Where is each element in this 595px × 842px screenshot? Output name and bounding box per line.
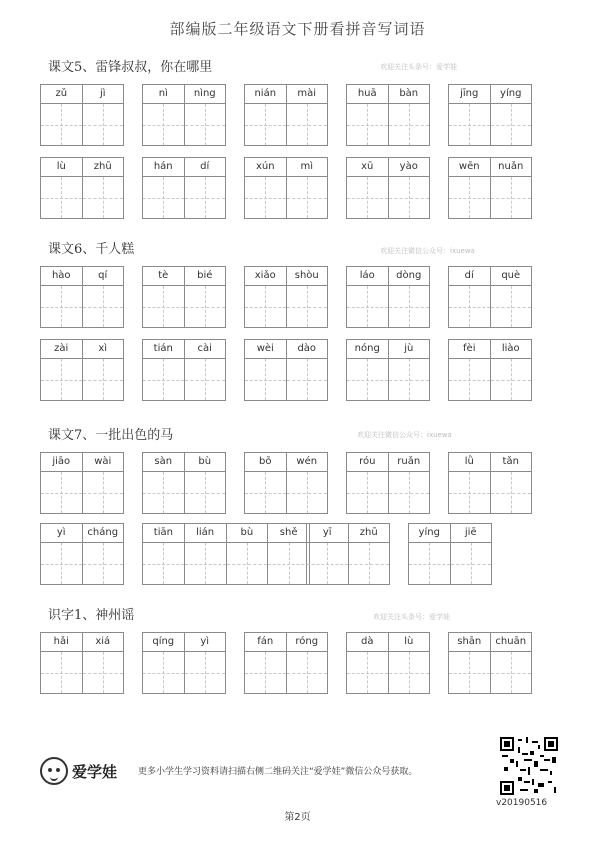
pinyin-row xyxy=(409,524,491,543)
section-title: 课文5、雷锋叔叔，你在哪里 xyxy=(48,60,213,75)
pinyin-row xyxy=(143,453,225,472)
word-box xyxy=(142,84,226,146)
word-box xyxy=(306,523,390,585)
pinyin-row xyxy=(245,340,327,359)
writing-grid xyxy=(449,652,531,693)
writing-grid xyxy=(245,177,327,218)
tianzige-cell[interactable] xyxy=(83,359,124,400)
tianzige-cell[interactable] xyxy=(347,177,389,218)
tianzige-cell[interactable] xyxy=(185,543,227,584)
tianzige-cell[interactable] xyxy=(245,177,287,218)
tianzige-cell[interactable] xyxy=(83,177,124,218)
tianzige-cell[interactable] xyxy=(185,359,226,400)
pinyin-label: bù xyxy=(227,524,269,542)
pinyin-label: tǎn xyxy=(502,456,519,467)
word-box xyxy=(142,452,226,514)
pinyin-label: zǔ xyxy=(41,85,83,103)
tianzige-cell[interactable] xyxy=(389,472,430,513)
tianzige-cell[interactable] xyxy=(409,543,451,584)
pinyin-row xyxy=(41,267,123,286)
tianzige-cell[interactable] xyxy=(41,359,83,400)
writing-grid xyxy=(245,104,327,145)
pinyin-label: cháng xyxy=(87,527,119,538)
pinyin-label: xiǎo xyxy=(245,267,287,285)
watermark-text: 欢迎关注头条号：爱学娃 xyxy=(380,63,457,71)
tianzige-cell[interactable] xyxy=(287,177,328,218)
footer-note: 更多小学生学习资料请扫描右侧二维码关注“爱学娃”微信公众号获取。 xyxy=(138,767,418,777)
pinyin-row xyxy=(41,85,123,104)
tianzige-cell[interactable] xyxy=(268,543,309,584)
pinyin-row xyxy=(245,85,327,104)
pinyin-label: wén xyxy=(296,456,318,467)
word-box xyxy=(408,523,492,585)
word-box xyxy=(448,266,532,328)
tianzige-cell[interactable] xyxy=(143,104,185,145)
tianzige-cell[interactable] xyxy=(143,286,185,327)
tianzige-cell[interactable] xyxy=(41,286,83,327)
word-box xyxy=(142,523,310,585)
writing-grid xyxy=(41,359,123,400)
brand-name: 爱学娃 xyxy=(72,762,118,781)
version-label: v20190516 xyxy=(496,798,548,808)
qr-code-icon xyxy=(500,737,558,795)
tianzige-cell[interactable] xyxy=(389,177,430,218)
watermark-text: 欢迎关注微信公众号：ixuewa xyxy=(357,431,452,439)
pinyin-label: lù xyxy=(404,636,414,647)
writing-grid xyxy=(143,104,225,145)
pinyin-label: xì xyxy=(98,343,108,354)
pinyin-label: xiá xyxy=(95,636,111,647)
writing-grid xyxy=(449,359,531,400)
word-box xyxy=(448,632,532,694)
tianzige-cell[interactable] xyxy=(143,359,185,400)
tianzige-cell[interactable] xyxy=(41,543,83,584)
tianzige-cell[interactable] xyxy=(491,104,532,145)
pinyin-label: wēn xyxy=(449,158,491,176)
word-box xyxy=(448,157,532,219)
tianzige-cell[interactable] xyxy=(389,652,430,693)
pinyin-label: shě xyxy=(279,527,298,538)
pinyin-label: shān xyxy=(449,633,491,651)
pinyin-row xyxy=(143,158,225,177)
tianzige-cell[interactable] xyxy=(347,472,389,513)
pinyin-label: dòng xyxy=(396,270,422,281)
tianzige-cell[interactable] xyxy=(245,286,287,327)
word-box xyxy=(142,157,226,219)
tianzige-cell[interactable] xyxy=(451,543,492,584)
writing-grid xyxy=(143,177,225,218)
section-title: 课文7、一批出色的马 xyxy=(48,428,174,443)
pinyin-row xyxy=(41,158,123,177)
pinyin-label: cài xyxy=(197,343,212,354)
tianzige-cell[interactable] xyxy=(83,104,124,145)
page-title: 部编版二年级语文下册看拼音写词语 xyxy=(169,20,426,38)
pinyin-label: xū xyxy=(347,158,389,176)
pinyin-label: hào xyxy=(41,267,83,285)
pinyin-label: nuǎn xyxy=(498,161,524,172)
word-box xyxy=(244,157,328,219)
mascot-icon xyxy=(40,757,68,785)
tianzige-cell[interactable] xyxy=(491,652,532,693)
pinyin-row xyxy=(41,524,123,543)
pinyin-label: róng xyxy=(295,636,319,647)
pinyin-label: mì xyxy=(300,161,314,172)
tianzige-cell[interactable] xyxy=(349,543,390,584)
tianzige-cell[interactable] xyxy=(245,652,287,693)
word-row xyxy=(40,339,560,401)
writing-grid xyxy=(245,359,327,400)
tianzige-cell[interactable] xyxy=(449,177,491,218)
writing-grid xyxy=(449,104,531,145)
writing-grid xyxy=(41,104,123,145)
pinyin-row xyxy=(41,340,123,359)
writing-grid xyxy=(41,472,123,513)
tianzige-cell[interactable] xyxy=(347,652,389,693)
pinyin-label: wài xyxy=(94,456,112,467)
pinyin-label: qí xyxy=(98,270,108,281)
word-box xyxy=(40,452,124,514)
pinyin-label: yī xyxy=(307,524,349,542)
pinyin-label: dí xyxy=(200,161,210,172)
word-box xyxy=(346,157,430,219)
tianzige-cell[interactable] xyxy=(449,652,491,693)
tianzige-cell[interactable] xyxy=(143,543,185,584)
word-box xyxy=(346,452,430,514)
writing-grid xyxy=(347,177,429,218)
pinyin-label: nóng xyxy=(347,340,389,358)
pinyin-label: yíng xyxy=(409,524,451,542)
writing-grid xyxy=(347,359,429,400)
tianzige-cell[interactable] xyxy=(143,472,185,513)
watermark-text: 欢迎关注头条号：爱学娃 xyxy=(373,613,450,621)
tianzige-cell[interactable] xyxy=(389,104,430,145)
pinyin-label: chuān xyxy=(495,636,527,647)
tianzige-cell[interactable] xyxy=(287,104,328,145)
tianzige-cell[interactable] xyxy=(143,177,185,218)
writing-grid xyxy=(347,286,429,327)
tianzige-cell[interactable] xyxy=(449,472,491,513)
tianzige-cell[interactable] xyxy=(449,286,491,327)
writing-grid xyxy=(143,359,225,400)
tianzige-cell[interactable] xyxy=(245,359,287,400)
tianzige-cell[interactable] xyxy=(83,286,124,327)
word-box xyxy=(244,266,328,328)
tianzige-cell[interactable] xyxy=(143,652,185,693)
writing-grid xyxy=(449,472,531,513)
pinyin-label: dà xyxy=(347,633,389,651)
pinyin-label: dí xyxy=(449,267,491,285)
word-box xyxy=(40,523,124,585)
pinyin-label: ruǎn xyxy=(397,456,421,467)
pinyin-label: dào xyxy=(297,343,317,354)
tianzige-cell[interactable] xyxy=(185,652,226,693)
word-row xyxy=(40,84,560,146)
tianzige-cell[interactable] xyxy=(83,543,124,584)
writing-grid xyxy=(41,543,123,584)
pinyin-label: qíng xyxy=(143,633,185,651)
tianzige-cell[interactable] xyxy=(307,543,349,584)
word-box xyxy=(142,339,226,401)
pinyin-row xyxy=(449,633,531,652)
word-box xyxy=(40,84,124,146)
word-box xyxy=(448,452,532,514)
pinyin-row xyxy=(143,524,309,543)
pinyin-label: róu xyxy=(347,453,389,471)
pinyin-row xyxy=(307,524,389,543)
word-box xyxy=(448,339,532,401)
tianzige-cell[interactable] xyxy=(41,177,83,218)
pinyin-label: shòu xyxy=(294,270,319,281)
word-box xyxy=(244,84,328,146)
pinyin-label: lù xyxy=(41,158,83,176)
tianzige-cell[interactable] xyxy=(185,472,226,513)
pinyin-label: zài xyxy=(41,340,83,358)
pinyin-row xyxy=(41,633,123,652)
pinyin-row xyxy=(143,633,225,652)
word-box xyxy=(346,84,430,146)
pinyin-row xyxy=(245,453,327,472)
pinyin-label: zhū xyxy=(93,161,112,172)
pinyin-row xyxy=(347,85,429,104)
pinyin-label: wèi xyxy=(245,340,287,358)
watermark-text: 欢迎关注微信公众号：ixuewa xyxy=(380,247,475,255)
tianzige-cell[interactable] xyxy=(185,104,226,145)
tianzige-cell[interactable] xyxy=(389,359,430,400)
pinyin-label: jiāo xyxy=(41,453,83,471)
pinyin-row xyxy=(347,267,429,286)
pinyin-label: láo xyxy=(347,267,389,285)
writing-grid xyxy=(449,177,531,218)
pinyin-label: bàn xyxy=(399,88,419,99)
tianzige-cell[interactable] xyxy=(287,472,328,513)
pinyin-row xyxy=(143,85,225,104)
tianzige-cell[interactable] xyxy=(185,177,226,218)
word-box xyxy=(40,632,124,694)
pinyin-label: hán xyxy=(143,158,185,176)
word-row xyxy=(40,157,560,219)
pinyin-row xyxy=(449,340,531,359)
pinyin-row xyxy=(449,85,531,104)
writing-grid xyxy=(41,652,123,693)
word-box xyxy=(244,452,328,514)
pinyin-label: xún xyxy=(245,158,287,176)
pinyin-label: nián xyxy=(245,85,287,103)
writing-grid xyxy=(347,104,429,145)
pinyin-label: fán xyxy=(245,633,287,651)
tianzige-cell[interactable] xyxy=(449,104,491,145)
pinyin-label: yì xyxy=(41,524,83,542)
pinyin-row xyxy=(143,267,225,286)
word-box xyxy=(244,339,328,401)
pinyin-label: zhū xyxy=(359,527,378,538)
pinyin-label: nìng xyxy=(193,88,216,99)
tianzige-cell[interactable] xyxy=(41,652,83,693)
tianzige-cell[interactable] xyxy=(185,286,226,327)
pinyin-label: hǎi xyxy=(41,633,83,651)
pinyin-row xyxy=(245,633,327,652)
pinyin-label: lián xyxy=(185,524,227,542)
writing-grid xyxy=(143,652,225,693)
tianzige-cell[interactable] xyxy=(245,472,287,513)
tianzige-cell[interactable] xyxy=(449,359,491,400)
tianzige-cell[interactable] xyxy=(83,472,124,513)
pinyin-label: liào xyxy=(501,343,520,354)
pinyin-label: huā xyxy=(347,85,389,103)
pinyin-label: jiē xyxy=(464,527,477,538)
pinyin-label: yào xyxy=(399,161,418,172)
word-box xyxy=(346,339,430,401)
writing-grid xyxy=(245,472,327,513)
pinyin-row xyxy=(449,158,531,177)
pinyin-label: fèi xyxy=(449,340,491,358)
tianzige-cell[interactable] xyxy=(41,104,83,145)
tianzige-cell[interactable] xyxy=(491,472,532,513)
tianzige-cell[interactable] xyxy=(347,359,389,400)
tianzige-cell[interactable] xyxy=(245,104,287,145)
pinyin-row xyxy=(449,453,531,472)
writing-grid xyxy=(409,543,491,584)
pinyin-row xyxy=(143,340,225,359)
writing-grid xyxy=(143,543,309,584)
word-row xyxy=(40,632,560,694)
word-box xyxy=(346,632,430,694)
tianzige-cell[interactable] xyxy=(491,177,532,218)
word-box xyxy=(346,266,430,328)
pinyin-label: tián xyxy=(143,340,185,358)
word-box xyxy=(142,266,226,328)
tianzige-cell[interactable] xyxy=(389,286,430,327)
pinyin-label: yì xyxy=(200,636,210,647)
pinyin-row xyxy=(41,453,123,472)
pinyin-label: tè xyxy=(143,267,185,285)
word-box xyxy=(448,84,532,146)
word-box xyxy=(40,266,124,328)
page-number: 第2页 xyxy=(284,812,311,823)
tianzige-cell[interactable] xyxy=(287,286,328,327)
tianzige-cell[interactable] xyxy=(287,359,328,400)
word-box xyxy=(142,632,226,694)
writing-grid xyxy=(449,286,531,327)
pinyin-label: mài xyxy=(297,88,317,99)
tianzige-cell[interactable] xyxy=(347,286,389,327)
pinyin-label: bù xyxy=(198,456,212,467)
pinyin-row xyxy=(449,267,531,286)
pinyin-label: tiān xyxy=(143,524,185,542)
tianzige-cell[interactable] xyxy=(227,543,269,584)
tianzige-cell[interactable] xyxy=(491,359,532,400)
tianzige-cell[interactable] xyxy=(83,652,124,693)
writing-grid xyxy=(245,286,327,327)
pinyin-label: bié xyxy=(197,270,213,281)
pinyin-label: bō xyxy=(245,453,287,471)
pinyin-row xyxy=(347,453,429,472)
tianzige-cell[interactable] xyxy=(491,286,532,327)
pinyin-label: jīng xyxy=(449,85,491,103)
tianzige-cell[interactable] xyxy=(287,652,328,693)
writing-grid xyxy=(347,652,429,693)
writing-grid xyxy=(41,286,123,327)
word-row xyxy=(40,452,560,514)
word-box xyxy=(40,339,124,401)
writing-grid xyxy=(143,286,225,327)
pinyin-row xyxy=(245,158,327,177)
word-row xyxy=(40,523,560,585)
word-row xyxy=(40,266,560,328)
word-box xyxy=(244,632,328,694)
word-box xyxy=(40,157,124,219)
section-title: 识字1、神州谣 xyxy=(48,608,135,623)
pinyin-label: què xyxy=(501,270,521,281)
pinyin-label: lǜ xyxy=(449,453,491,471)
pinyin-row xyxy=(347,633,429,652)
section-title: 课文6、千人糕 xyxy=(48,242,135,257)
writing-grid xyxy=(41,177,123,218)
writing-grid xyxy=(347,472,429,513)
pinyin-row xyxy=(245,267,327,286)
pinyin-label: jì xyxy=(99,88,106,99)
pinyin-label: nì xyxy=(143,85,185,103)
writing-grid xyxy=(307,543,389,584)
pinyin-row xyxy=(347,158,429,177)
pinyin-label: jù xyxy=(404,343,414,354)
pinyin-label: yíng xyxy=(500,88,522,99)
tianzige-cell[interactable] xyxy=(347,104,389,145)
writing-grid xyxy=(143,472,225,513)
writing-grid xyxy=(245,652,327,693)
pinyin-row xyxy=(347,340,429,359)
pinyin-label: sàn xyxy=(143,453,185,471)
tianzige-cell[interactable] xyxy=(41,472,83,513)
